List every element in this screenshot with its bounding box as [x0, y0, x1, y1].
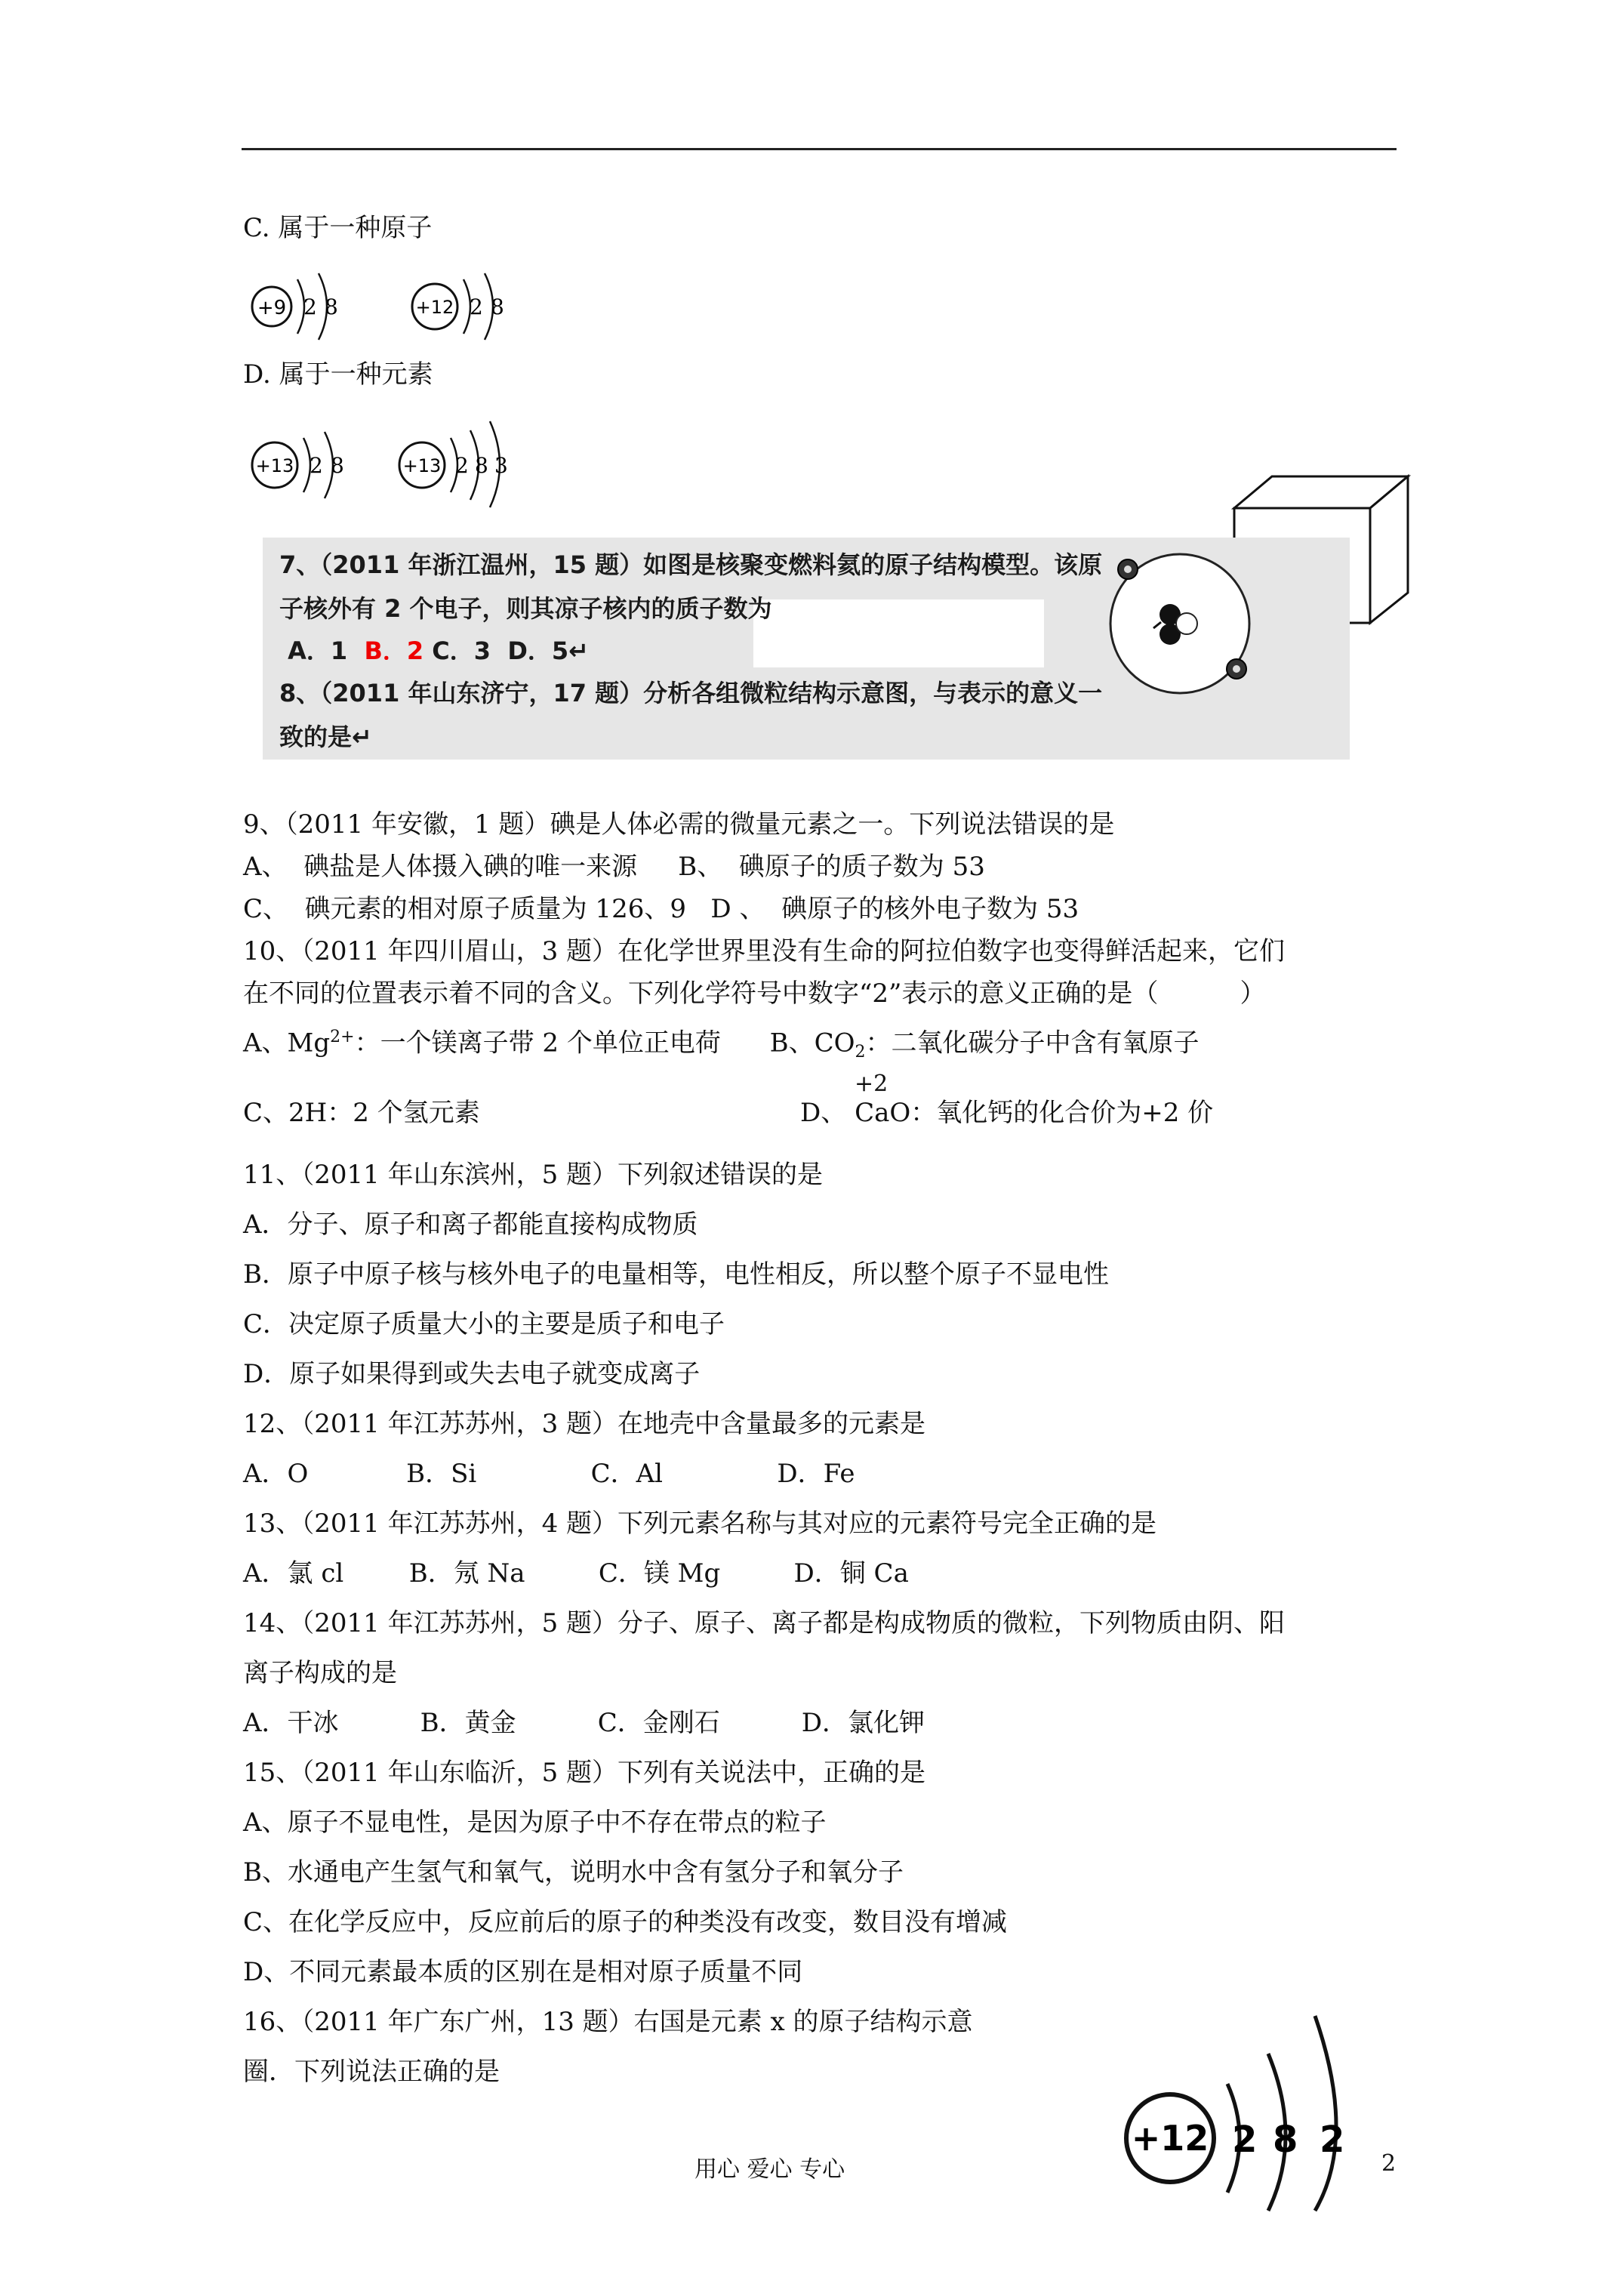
atom-diagram-d1: [249, 423, 362, 506]
svg-text:+13: +13: [255, 455, 294, 476]
q11-option-c: C．决定原子质量大小的主要是质子和电子: [243, 1309, 725, 1339]
q7-option-rest: C．3 D．5↵: [423, 636, 589, 665]
q8-line-1: 8、（2011 年山东济宁，17 题）分析各组微粒结构示意图，与表示的意义一: [279, 679, 1103, 707]
q7-line-1: 7、（2011 年浙江温州，15 题）如图是核聚变燃料氦的原子结构模型。该原: [279, 550, 1103, 579]
q6-option-c: C. 属于一种原子: [243, 213, 433, 243]
q7-line-2: 子核外有 2 个电子，则其凉子核内的质子数为: [279, 594, 772, 623]
q11-stem: 11、（2011 年山东滨州，5 题）下列叙述错误的是: [243, 1160, 824, 1190]
svg-text:2: 2: [470, 294, 483, 319]
header-rule: [242, 148, 1397, 150]
atom-diagram-c1: [249, 264, 355, 347]
q11-option-d: D．原子如果得到或失去电子就变成离子: [243, 1359, 701, 1389]
svg-text:2: 2: [455, 453, 469, 478]
q10-options-ab: [243, 1021, 1200, 1069]
q11-option-a: A．分子、原子和离子都能直接构成物质: [243, 1210, 698, 1240]
svg-text:2: 2: [1232, 2119, 1258, 2161]
q10-option-d: D、 CaO：氧化钙的化合价为+2 价: [800, 1098, 1214, 1128]
svg-text:8: 8: [325, 294, 338, 319]
atom-diagram-q16: [1117, 2008, 1381, 2212]
atom-diagram-d2: [396, 415, 532, 510]
q10-mg-charge: 2+: [330, 1028, 355, 1046]
atom-diagram-c2: [408, 264, 521, 347]
q14-options: A．干冰 B．黄金 C．金刚石 D．氯化钾: [243, 1708, 925, 1738]
q13-options: A．氯 cl B．氖 Na C．镁 Mg D．铜 Ca: [243, 1558, 909, 1589]
q10-stem-2: 在不同的位置表示着不同的含义。下列化学符号中数字“2”表示的意义正确的是（ ）: [243, 978, 1266, 1009]
svg-text:2: 2: [303, 294, 317, 319]
q10-co2-subscript: 2: [855, 1043, 866, 1062]
q12-options: A．O B．Si C．Al D．Fe: [243, 1459, 855, 1489]
q15-option-b: B、水通电产生氢气和氧气，说明水中含有氢分子和氧分子: [243, 1857, 904, 1888]
svg-text:+12: +12: [1131, 2118, 1209, 2159]
q12-stem: 12、（2011 年江苏苏州，3 题）在地壳中含量最多的元素是: [243, 1409, 926, 1439]
svg-text:+9: +9: [257, 297, 287, 319]
svg-text:+13: +13: [402, 455, 442, 476]
q7-option-b-answer: B．2: [364, 636, 424, 665]
q11-option-b: B．原子中原子核与核外电子的电量相等，电性相反，所以整个原子不显电性: [243, 1259, 1109, 1290]
q9-stem: 9、（2011 年安徽，1 题）碘是人体必需的微量元素之一。下列说法错误的是: [243, 809, 1115, 840]
q15-stem: 15、（2011 年山东临沂，5 题）下列有关说法中，正确的是: [243, 1758, 926, 1788]
q10-stem-1: 10、（2011 年四川眉山，3 题）在化学世界里没有生命的阿拉伯数字也变得鲜活起来，它们: [243, 936, 1286, 966]
svg-text:+12: +12: [415, 297, 454, 318]
q15-option-c: C、在化学反应中，反应前后的原子的种类没有改变，数目没有增减: [243, 1907, 1008, 1937]
svg-text:3: 3: [494, 453, 508, 478]
q10-option-a-text: ：一个镁离子带 2 个单位正电荷 B、CO: [354, 1028, 855, 1059]
svg-text:2: 2: [1320, 2119, 1345, 2161]
white-patch: [753, 599, 1044, 667]
svg-text:8: 8: [475, 453, 488, 478]
q14-stem-2: 离子构成的是: [243, 1658, 397, 1688]
svg-text:8: 8: [1273, 2119, 1298, 2161]
q8-line-2: 致的是↵: [279, 723, 372, 751]
svg-text:2: 2: [310, 453, 323, 478]
page-number: 2: [1381, 2150, 1397, 2177]
q16-stem-1: 16、（2011 年广东广州，13 题）右国是元素 x 的原子结构示意: [243, 2007, 973, 2037]
q7-option-a: A．1: [279, 636, 365, 665]
q15-option-a: A、原子不显电性，是因为原子中不存在带点的粒子: [243, 1808, 827, 1838]
q9-options-cd: C、 碘元素的相对原子质量为 126、9 D 、 碘原子的核外电子数为 53: [243, 894, 1079, 924]
q13-stem: 13、（2011 年江苏苏州，4 题）下列元素名称与其对应的元素符号完全正确的是: [243, 1509, 1157, 1539]
svg-text:8: 8: [491, 294, 504, 319]
q10-option-c: C、2H：2 个氢元素: [243, 1098, 480, 1128]
footer-text: 用心 爱心 专心: [694, 2156, 845, 2183]
q10-mg-symbol: A、Mg: [243, 1028, 331, 1059]
helium-atom-model: [1101, 544, 1259, 702]
question-box-q7-q8: [263, 538, 1350, 760]
svg-text:8: 8: [331, 453, 344, 478]
q16-stem-2: 圈．下列说法正确的是: [243, 2057, 500, 2087]
q14-stem-1: 14、（2011 年江苏苏州，5 题）分子、原子、离子都是构成物质的微粒，下列物质由阴、阳: [243, 1608, 1286, 1638]
q9-options-ab: A、 碘盐是人体摄入碘的唯一来源 B、 碘原子的质子数为 53: [243, 852, 985, 882]
q10-option-b-text: ：二氧化碳分子中含有氧原子: [865, 1028, 1200, 1059]
q10-valence-mark: +2: [855, 1071, 888, 1097]
q6-option-d: D. 属于一种元素: [243, 359, 433, 390]
q7-options: [279, 636, 589, 666]
q15-option-d: D、不同元素最本质的区别在是相对原子质量不同: [243, 1957, 803, 1987]
